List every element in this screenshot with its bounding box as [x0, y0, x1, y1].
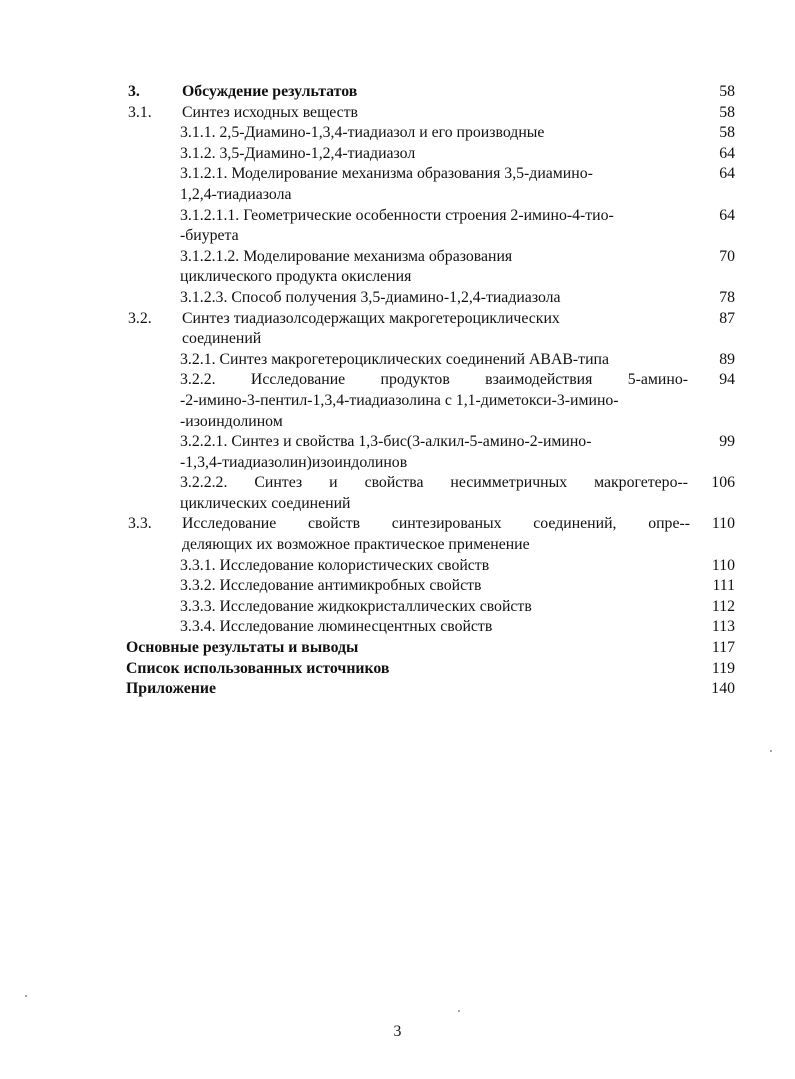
- toc-entry-page: 110: [711, 556, 735, 574]
- toc-entry: [0, 123, 795, 144]
- toc-entry-page: 110: [711, 515, 735, 533]
- toc-entry-title: [126, 659, 690, 680]
- toc-entry-number: 3.: [128, 83, 140, 100]
- toc-entry-title: [126, 679, 690, 700]
- toc-entry: [0, 309, 795, 350]
- toc-entry-title: [182, 514, 690, 555]
- toc-entry-title-line: -изоиндолином: [180, 412, 283, 430]
- toc-entry-page: 140: [711, 680, 735, 698]
- toc-entry-page: 58: [719, 83, 735, 100]
- toc-entry-title-line: Синтез исходных веществ: [182, 103, 359, 121]
- toc-entry-title-line: 3.1.2.3. Способ получения 3,5-диамино-1,2,4-тиадиазола: [180, 288, 561, 306]
- toc-entry: [0, 679, 795, 700]
- toc-entry-title: [180, 576, 688, 597]
- toc-entry-page: 58: [719, 124, 735, 142]
- toc-entry: [0, 206, 795, 247]
- toc-entry-title: [180, 144, 688, 165]
- toc-entry-page: 113: [711, 618, 735, 636]
- toc-entry-page: 58: [719, 103, 735, 121]
- toc-entry-title: [180, 370, 688, 432]
- toc-entry: [0, 617, 795, 638]
- toc-entry: [0, 473, 795, 514]
- toc-entry-title: [180, 123, 688, 144]
- toc-entry-title: [180, 473, 688, 514]
- toc-entry-title: [182, 309, 690, 350]
- toc-entry-page: 78: [719, 288, 735, 306]
- scan-speck: [25, 995, 27, 997]
- toc-entry-title-line: -биурета: [180, 227, 239, 245]
- toc-entry-title: [180, 597, 688, 618]
- toc-entry: [0, 659, 795, 680]
- toc-entry-title-line: 3.3.2. Исследование антимикробных свойств: [180, 577, 482, 595]
- toc-entry-page: 64: [719, 206, 735, 224]
- toc-entry: [0, 370, 795, 432]
- toc-entry-title-line: 3.2.2. Исследование продуктов взаимодействия 5-амино-: [180, 371, 688, 389]
- toc-entry-title-line: 1,2,4-тиадиазола: [180, 185, 292, 203]
- toc-entry-title-line: 3.1.2.1. Моделирование механизма образования 3,5-диамино-: [180, 165, 593, 183]
- toc-entry-title-line: 3.2.2.2. Синтез и свойства несимметричных макрогетеро--: [180, 474, 688, 492]
- toc-entry-title-line: 3.3.1. Исследование колористических свойств: [180, 556, 490, 574]
- toc-entry-number: 3.2.: [128, 309, 152, 327]
- toc-entry-title-line: Приложение: [126, 680, 217, 698]
- toc-entry: [0, 350, 795, 371]
- toc-entry-title-line: -1,3,4-тиадиазолин)изоиндолинов: [180, 453, 408, 471]
- toc-entry-number: 3.3.: [128, 515, 152, 533]
- toc-entry-title-line: 3.1.1. 2,5-Диамино-1,3,4-тиадиазол и его производные: [180, 124, 545, 142]
- toc-entry-title: [180, 164, 688, 205]
- toc-entry-title: [180, 288, 688, 309]
- scan-speck: [458, 1010, 460, 1012]
- toc-entry-title-line: Основные результаты и выводы: [126, 639, 359, 657]
- toc-entry-number: 3.1.: [128, 103, 152, 121]
- toc-entry-title-line: деляющих их возможное практическое применение: [182, 536, 530, 554]
- toc-entry: [0, 82, 795, 103]
- toc-entry-title: [180, 556, 688, 577]
- page-number: 3: [393, 1023, 402, 1040]
- toc-entry-page: 87: [719, 309, 735, 327]
- toc-entry-title: [180, 432, 688, 473]
- toc-entry-page: 99: [719, 433, 735, 451]
- toc-entry-page: 89: [719, 350, 735, 368]
- toc-entry-page: 111: [712, 577, 735, 595]
- toc-entry-page: 112: [711, 597, 735, 615]
- toc-entry-page: 94: [719, 371, 735, 389]
- toc-entry-page: 119: [711, 659, 735, 677]
- toc-entry: [0, 638, 795, 659]
- toc-entry-title-line: 3.3.3. Исследование жидкокристаллических свойств: [180, 597, 532, 615]
- toc-entry: [0, 144, 795, 165]
- toc-entry-title-line: соединений: [182, 330, 262, 348]
- toc-entry-title: [182, 82, 690, 103]
- toc-entry-title: [126, 638, 690, 659]
- toc-entry-page: 64: [719, 144, 735, 162]
- toc-entry-page: 106: [711, 474, 735, 492]
- scan-speck: [770, 750, 772, 752]
- toc-entry: [0, 514, 795, 555]
- toc-entry: [0, 164, 795, 205]
- toc-entry-title-line: Исследование свойств синтезированых соединений, опре--: [182, 515, 690, 533]
- toc-entry-page: 64: [719, 165, 735, 183]
- toc-entry-title-line: 3.2.1. Синтез макрогетероциклических соединений ABAB-типа: [180, 350, 609, 368]
- toc-entry: [0, 556, 795, 577]
- toc-entry-title: [182, 103, 690, 124]
- toc-entry-title-line: 3.2.2.1. Синтез и свойства 1,3-бис(3-алкил-5-амино-2-имино-: [180, 433, 592, 451]
- table-of-contents: [0, 82, 795, 700]
- toc-entry-title-line: Обсуждение результатов: [182, 83, 358, 100]
- toc-entry-title-line: 3.1.2.1.2. Моделирование механизма образования: [180, 247, 513, 265]
- toc-entry-title-line: 3.1.2. 3,5-Диамино-1,2,4-тиадиазол: [180, 144, 416, 162]
- toc-entry-title: [180, 247, 688, 288]
- toc-entry-title-line: 3.3.4. Исследование люминесцентных свойств: [180, 618, 493, 636]
- toc-entry-page: 117: [711, 639, 735, 657]
- toc-entry-title-line: циклического продукта окисления: [180, 268, 412, 286]
- toc-entry: [0, 247, 795, 288]
- toc-entry-title: [180, 617, 688, 638]
- toc-entry-title-line: Синтез тиадиазолсодержащих макрогетероциклических: [182, 309, 560, 327]
- toc-entry-title: [180, 350, 688, 371]
- toc-entry: [0, 432, 795, 473]
- toc-entry-title-line: Список использованных источников: [126, 659, 390, 677]
- toc-entry-title-line: -2-имино-3-пентил-1,3,4-тиадиазолина с 1,1-диметокси-3-имино-: [180, 391, 619, 409]
- toc-entry-title-line: циклических соединений: [180, 494, 351, 512]
- toc-entry: [0, 597, 795, 618]
- toc-entry: [0, 288, 795, 309]
- toc-entry-title-line: 3.1.2.1.1. Геометрические особенности строения 2-имино-4-тио-: [180, 206, 614, 224]
- toc-entry-page: 70: [719, 247, 735, 265]
- toc-entry-title: [180, 206, 688, 247]
- toc-entry: [0, 576, 795, 597]
- toc-entry: [0, 103, 795, 124]
